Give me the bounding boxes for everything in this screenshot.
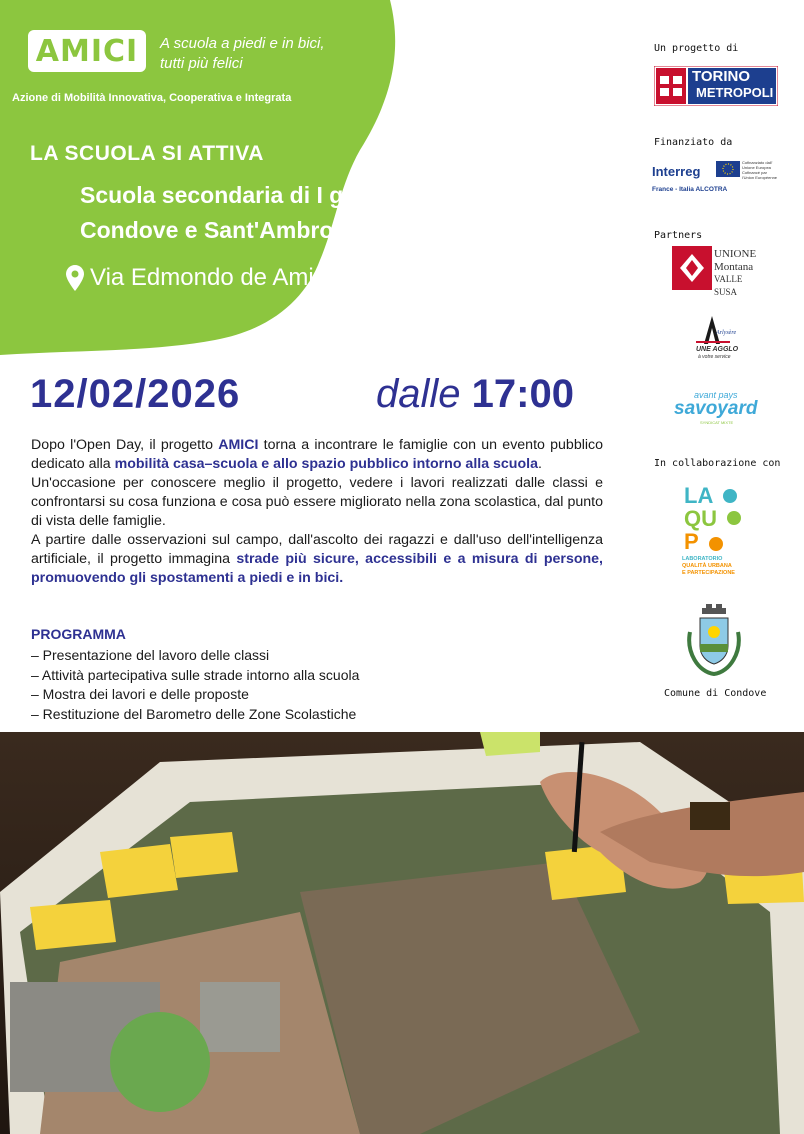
laqup-row: P <box>684 529 699 554</box>
coat-of-arms-icon <box>684 602 744 678</box>
eu-flag-icon <box>716 161 740 177</box>
eu-caption-line: l'Union Européenne <box>742 175 778 180</box>
eu-caption-line: Cofinancé par <box>742 170 767 175</box>
unione-montana-text <box>714 248 762 298</box>
school-line-2: Condove e Sant'Ambrogio <box>80 217 368 243</box>
tagline <box>160 34 325 74</box>
description-paragraph-2: Un'occasione per conoscere meglio il progetto, vedere i lavori realizzati dalle classi e confrontarsi su cosa funziona e cosa può essere migliorato nella zona scolastica, dal punto di vista delle famiglie. <box>31 475 603 529</box>
event-date: 12/02/2026 <box>30 372 241 416</box>
savoyard-main-text: savoyard <box>674 398 758 419</box>
streets-highlight: strade più sicure, accessibili e a misura di persone, promuovendo gli spostamenti a piedi e in bici. <box>31 551 603 586</box>
text-span: A partire dalle osservazioni sul campo, dall'ascolto dei ragazzi e dall'uso dell'intelligenza artificiale, il progetto immagina <box>31 532 603 567</box>
laqup-caption <box>682 556 735 577</box>
interreg-logo <box>652 158 780 198</box>
workshop-map-photo <box>0 732 804 1134</box>
unione-line: UNIONE <box>714 248 757 260</box>
amici-logo: AMICI <box>28 30 146 72</box>
event-time <box>376 372 574 417</box>
laqup-logo <box>682 484 748 584</box>
tagline-line-1: A scuola a piedi e in bici, <box>160 35 325 52</box>
label-collaborazione: In collaborazione con <box>654 458 781 469</box>
address-text: Via Edmondo de Amicis 1 <box>90 264 364 291</box>
eu-caption-line: Cofinanziato dall' <box>742 160 773 165</box>
programma-title: PROGRAMMA <box>31 626 126 642</box>
description-paragraph-1 <box>31 436 603 474</box>
location-pin-icon <box>66 265 84 291</box>
tagline-line-2: tutti più felici <box>160 55 243 72</box>
laqup-row: QU <box>684 506 717 531</box>
text-span: . <box>537 456 542 472</box>
mobility-highlight: mobilità casa–scuola e allo spazio pubblico intorno alla scuola <box>114 456 538 472</box>
torino-metropoli-logo <box>654 66 778 106</box>
unione-line: VALLE SUSA <box>714 274 743 297</box>
metropoli-text: METROPOLI <box>696 85 774 100</box>
description <box>31 436 603 588</box>
time-value: 17:00 <box>471 372 574 416</box>
address <box>66 264 363 292</box>
unione-line: Montana <box>714 260 754 273</box>
description-paragraph-3 <box>31 531 603 588</box>
unione-montana-emblem <box>672 246 712 290</box>
time-prefix: dalle <box>376 372 461 416</box>
school-line-1: Scuola secondaria di I grado G.F. Re - ICS <box>80 182 537 208</box>
laqup-caption-line: QUALITÀ URBANA <box>682 563 732 569</box>
unione-montana-logo <box>672 246 762 297</box>
label-progetto: Un progetto di <box>654 43 739 54</box>
arlysere-text: Arlysère <box>716 330 737 336</box>
programma-list <box>31 646 359 724</box>
condove-coat-of-arms <box>684 602 744 678</box>
torino-text: TORINO <box>692 68 751 85</box>
laqup-row: LA <box>684 483 714 508</box>
amici-highlight: AMICI <box>218 437 259 453</box>
arlysere-mountain-icon <box>686 312 746 346</box>
agglo-sub-text: à votre service <box>698 354 731 360</box>
programma-item: – Restituzione del Barometro delle Zone Scolastiche <box>31 705 357 722</box>
arlysere-logo <box>686 312 746 362</box>
avant-pays-savoyard-logo <box>660 386 770 430</box>
text-span: Dopo l'Open Day, il progetto <box>31 437 219 453</box>
interreg-text: Interreg <box>652 164 701 179</box>
label-partners: Partners <box>654 230 703 241</box>
event-heading: LA SCUOLA SI ATTIVA <box>30 142 264 165</box>
programma-item: – Mostra dei lavori e delle proposte <box>31 686 249 702</box>
savoyard-top-text: avant pays <box>694 390 738 400</box>
laqup-caption-line: E PARTECIPAZIONE <box>682 570 735 576</box>
project-subtitle: Azione di Mobilità Innovativa, Cooperativa e Integrata <box>12 92 292 104</box>
laqup-caption-line: LABORATORIO <box>682 556 723 562</box>
alcotra-text: France - Italia ALCOTRA <box>652 186 728 193</box>
agglo-text: UNE AGGLO <box>696 346 739 353</box>
laqup-dot-orange-icon <box>708 536 724 552</box>
label-finanziato: Finanziato da <box>654 137 733 148</box>
programma-item: – Attività partecipativa sulle strade intorno alla scuola <box>31 666 360 683</box>
label-comune: Comune di Condove <box>664 688 767 699</box>
text-span: torna a incontrare le famiglie con un evento pubblico dedicato alla <box>31 437 603 472</box>
school-name <box>80 178 640 248</box>
eu-caption <box>742 160 777 180</box>
eu-caption-line: Unione Europea <box>742 165 771 170</box>
programma-item: – Presentazione del lavoro delle classi <box>31 647 270 663</box>
savoyard-sub-text: SYNDICAT MIXTE <box>700 420 734 425</box>
